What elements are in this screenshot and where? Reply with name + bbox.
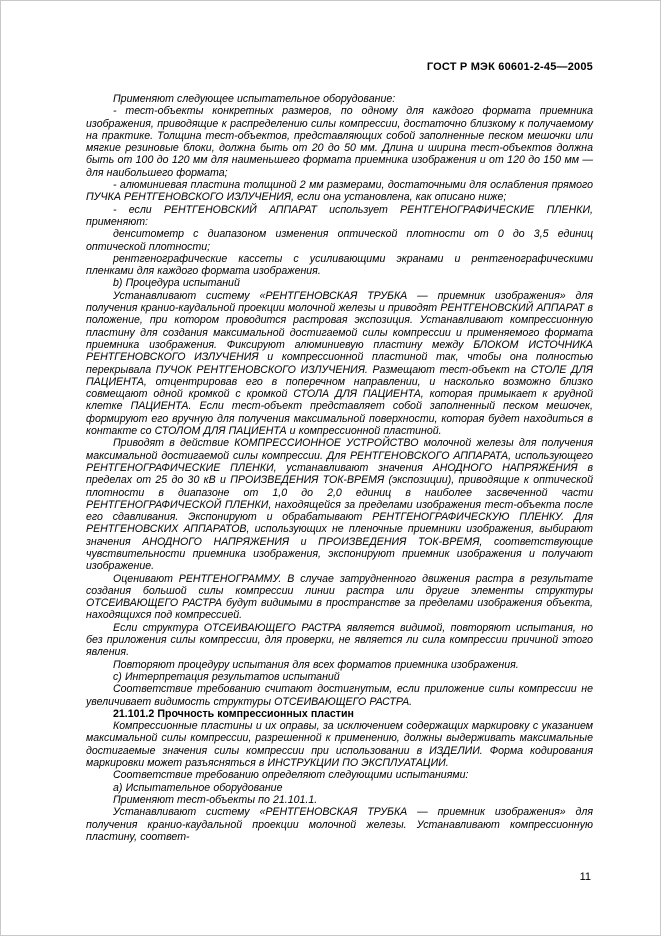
paragraph: рентгенографические кассеты с усиливающими экранами и рентгенографическими пленками для каждого формата изображения. (86, 252, 593, 278)
paragraph: Если структура ОТСЕИВАЮЩЕГО РАСТРА является видимой, повторяют испытания, но без приложения силы компрессии, для проверки, не является ли сила компрессии причиной этого явления. (86, 621, 593, 659)
paragraph: Оценивают РЕНТГЕНОГРАММУ. В случае затрудненного движения растра в результате создания большой силы компрессии линии растра или другие элементы структуры ОТСЕИВАЮЩЕГО РАСТРА будут видимыми в пространстве за пределами изображения объекта, находящихся под компрессией. (86, 572, 593, 622)
paragraph: Повторяют процедуру испытания для всех форматов приемника изображения. (113, 658, 519, 671)
document-header: ГОСТ Р МЭК 60601-2-45—2005 (426, 61, 593, 73)
list-item-dash: - если РЕНТГЕНОВСКИЙ АППАРАТ использует РЕНТГЕНОГРАФИЧЕСКИЕ ПЛЕНКИ, применяют: (86, 203, 593, 228)
paragraph: денситометр с диапазоном изменения оптической плотности от 0 до 3,5 единиц оптической плотности; (86, 228, 593, 253)
list-item-dash: - алюминиевая пластина толщиной 2 мм размерами, достаточными для ослабления прямого ПУЧКА РЕНТГЕНОВСКОГО ИЗЛУЧЕНИЯ, если она установлена, как описано ниже; (86, 179, 593, 204)
paragraph: Применяют следующее испытательное оборудование: (113, 93, 396, 105)
paragraph: Применяют тест-объекты по 21.101.1. (113, 793, 318, 806)
paragraph: Соответствие требованию определяют следующими испытаниями: (113, 769, 469, 782)
page-number: 11 (579, 871, 591, 883)
subsection-heading-a: a) Испытательное оборудование (113, 781, 283, 794)
paragraph: Компрессионные пластины и их оправы, за исключением содержащих маркировку с указанием максимальной силы компрессии, разрешенной к применению, должны выдерживать максимальные достигаемые значения силы компрессии при использовании в ИЗДЕЛИИ. Форма кодирования маркировки может разъясняться в ИНСТРУКЦИИ ПО ЭКСПЛУАТАЦИИ. (86, 720, 593, 770)
subsection-heading-b: b) Процедура испытаний (113, 277, 240, 290)
list-item-dash: - тест-объекты конкретных размеров, по одному для каждого формата приемника изображения, приводящие к распределению силы компрессии, достаточно близкому к получаемому на практике. Толщина тест-объектов, представляющих собой заполненные песком мешочки или мягкие резиновые блоки, должна быть от 20 до 50 мм. Длина и ширина тест-объектов должна быть от 100 до 120 мм для наименьшего формата приемника изображения и от 120 до 150 мм — для наибольшего формата; (86, 105, 593, 179)
paragraph: Приводят в действие КОМПРЕССИОННОЕ УСТРОЙСТВО молочной железы для получения максимальной достигаемой силы компрессии. Для РЕНТГЕНОВСКОГО АППАРАТА, использующего РЕНТГЕНОГРАФИЧЕСКИЕ ПЛЕНКИ, устанавливают значения АНОДНОГО НАПРЯЖЕНИЯ в пределах от 25 до 30 кВ и ПРОИЗВЕДЕНИЯ ТОК-ВРЕМЯ (экспозиции), приводящие к оптической плотности в диапазоне от 1,0 до 2,0 единиц в наиболее засвеченной части РЕНТГЕНОГРАФИЧЕСКОЙ ПЛЕНКИ, находящейся за пределами изображения тест-объекта после его сдавливания. Экспонируют и обрабатывают РЕНТГЕНОГРАФИЧЕСКУЮ ПЛЕНКУ. Для РЕНТГЕНОВСКИХ АППАРАТОВ, использующих не пленочные приемники изображения, выбирают значения АНОДНОГО НАПРЯЖЕНИЯ и ПРОИЗВЕДЕНИЯ ТОК-ВРЕМЯ, соответствующие чувствительности приемника изображения, экспонируют приемник изображения и получают изображение. (86, 437, 593, 573)
paragraph: Устанавливают систему «РЕНТГЕНОВСКАЯ ТРУБКА — приемник изображения» для получения кранио-каудальной проекции молочной железы и приводят РЕНТГЕНОВСКИЙ АППАРАТ в положение, при котором проводится растровая экспозиция. Устанавливают компрессионную пластину для создания максимальной достигаемой силы компрессии и применяемого формата приемника изображения. Фиксируют алюминиевую пластину между БЛОКОМ ИСТОЧНИКА РЕНТГЕНОВСКОГО ИЗЛУЧЕНИЯ и компрессионной пластиной так, чтобы она полностью перекрывала ПУЧОК РЕНТГЕНОВСКОГО ИЗЛУЧЕНИЯ. Размещают тест-объект на СТОЛЕ ДЛЯ ПАЦИЕНТА, отцентрировав его в поперечном направлении, и насколько возможно близко совмещают одной кромкой с кромкой СТОЛА ДЛЯ ПАЦИЕНТА, которая примыкает к грудной клетке ПАЦИЕНТА. Если тест-объект представляет собой заполненный песком мешочек, формируют его вручную для получения максимальной поверхности, которая будет находиться в контакте со СТОЛОМ ДЛЯ ПАЦИЕНТА и компрессионной пластиной. (86, 289, 593, 438)
paragraph: Устанавливают систему «РЕНТГЕНОВСКАЯ ТРУБКА — приемник изображения» для получения кранио-каудальной проекции молочной железы. Устанавливают компрессионную пластину, соответ- (86, 806, 593, 843)
page-content (86, 61, 593, 843)
section-heading-21-101-2: 21.101.2 Прочность компрессионных пластин (113, 707, 354, 720)
subsection-heading-c: c) Интерпретация результатов испытаний (113, 670, 340, 683)
paragraph: Соответствие требованию считают достигнутым, если приложение силы компрессии не увеличивает видимость структуры ОТСЕИВАЮЩЕГО РАСТРА. (86, 683, 593, 708)
